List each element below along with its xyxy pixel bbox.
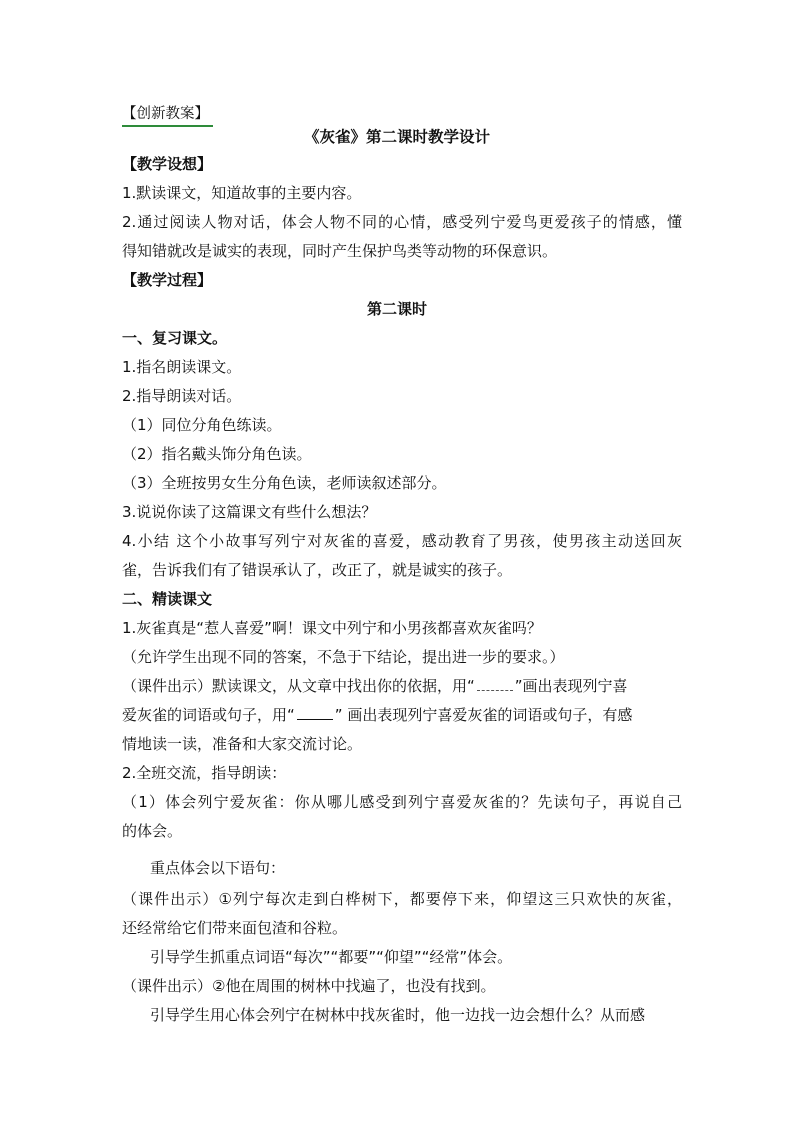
part1-item-3: 3.说说你读了这篇课文有些什么想法？ [122, 503, 377, 521]
part1-item-2-sub-3: （3）全班按男女生分角色读，老师读叙述部分。 [122, 474, 447, 492]
part2-item-2-sub-1-line-2: 的体会。 [122, 822, 183, 840]
part2-item-1: 1.灰雀真是“惹人喜爱”啊！课文中列宁和小男孩都喜欢灰雀吗？ [122, 619, 542, 637]
courseware-text: ”画出表现列宁喜 [514, 677, 628, 695]
courseware-text: （课件出示）默读课文，从文章中找出你的依据，用“ [122, 677, 475, 695]
header-tag: 【创新教案】 [122, 103, 213, 127]
guide-1: 引导学生抓重点词语“每次”“都要”“仰望”“经常”体会。 [150, 948, 513, 966]
part2-item-2-sub-1-line-1: （1）体会列宁爱灰雀：你从哪儿感受到列宁喜爱灰雀的？先读句子，再说自己 [122, 793, 682, 811]
courseware-sentence-2: （课件出示）②他在周围的树林中找遍了，也没有找到。 [122, 977, 496, 995]
design-item-1: 1.默读课文，知道故事的主要内容。 [122, 184, 362, 202]
courseware-sentence-1-line-2: 还经常给它们带来面包渣和谷粒。 [122, 919, 348, 937]
wavy-line-sample [477, 678, 513, 691]
courseware-sentence-1-line-1: （课件出示）①列宁每次走到白桦树下，都要停下来，仰望这三只欢快的灰雀， [122, 890, 682, 908]
part2-courseware-line-1 [122, 675, 682, 697]
design-item-2-line-1: 2.通过阅读人物对话，体会人物不同的心情，感受列宁爱鸟更爱孩子的情感，懂 [122, 213, 682, 231]
part1-item-2: 2.指导朗读对话。 [122, 387, 242, 405]
design-item-2-line-2: 得知错就改是诚实的表现，同时产生保护鸟类等动物的环保意识。 [122, 242, 558, 260]
part1-item-2-sub-2: （2）指名戴头饰分角色读。 [122, 445, 312, 463]
courseware-text: ” 画出表现列宁喜爱灰雀的词语或句子，有感 [334, 706, 633, 724]
part2-heading: 二、精读课文 [122, 590, 213, 608]
design-heading: 【教学设想】 [122, 155, 213, 173]
lesson-heading: 第二课时 [366, 300, 427, 318]
part1-item-4-line-2: 雀，告诉我们有了错误承认了，改正了，就是诚实的孩子。 [122, 561, 513, 579]
courseware-text: 爱灰雀的词语或句子，用“ [122, 706, 295, 724]
guide-2: 引导学生用心体会列宁在树林中找灰雀时，他一边找一边会想什么？从而感 [150, 1006, 646, 1024]
part1-heading: 一、复习课文。 [122, 329, 228, 347]
part2-item-1-note: （允许学生出现不同的答案，不急于下结论，提出进一步的要求。） [122, 648, 565, 666]
key-sentences-intro: 重点体会以下语句： [150, 859, 286, 877]
page-title: 《灰雀》第二课时教学设计 [303, 128, 490, 146]
part2-courseware-line-3: 情地读一读，准备和大家交流讨论。 [122, 735, 363, 753]
part1-item-1: 1.指名朗读课文。 [122, 358, 242, 376]
straight-line-sample [297, 707, 333, 720]
part1-item-2-sub-1: （1）同位分角色练读。 [122, 416, 282, 434]
part2-courseware-line-2 [122, 704, 682, 726]
process-heading: 【教学过程】 [122, 271, 213, 289]
part1-item-4-line-1: 4.小结 这个小故事写列宁对灰雀的喜爱，感动教育了男孩，使男孩主动送回灰 [122, 532, 682, 550]
part2-item-2: 2.全班交流，指导朗读： [122, 764, 287, 782]
